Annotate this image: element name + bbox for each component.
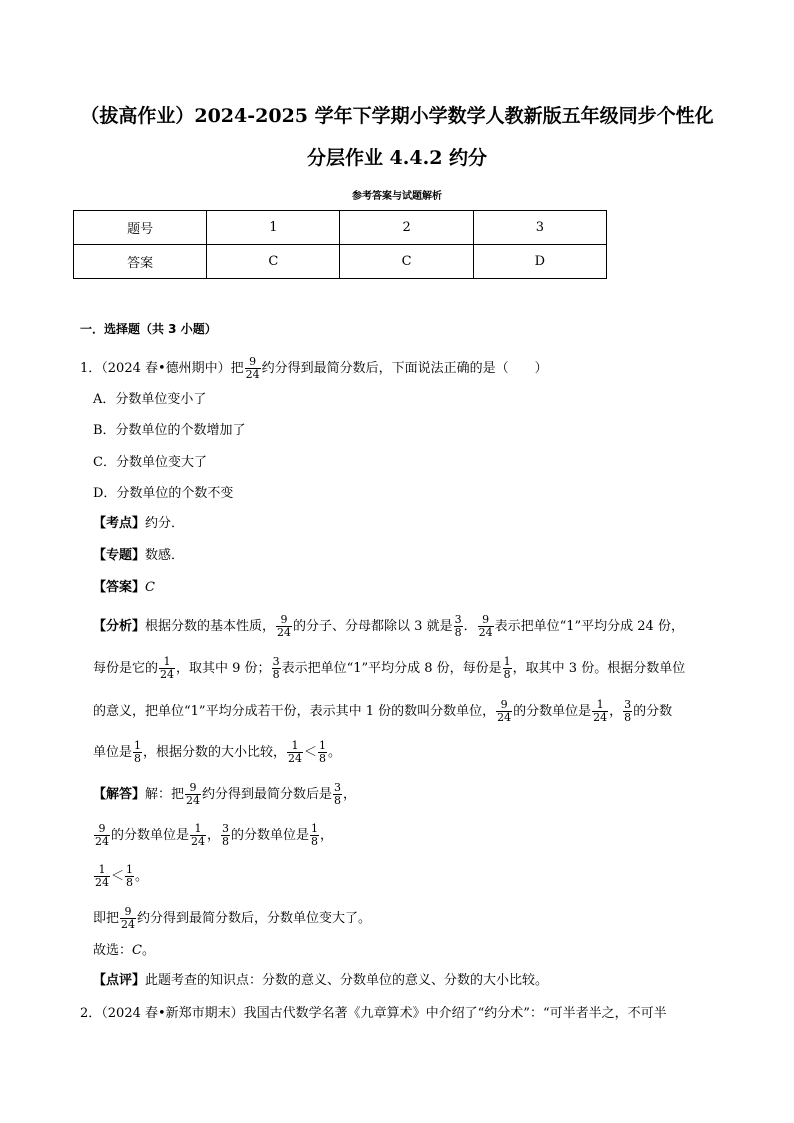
fraction-denominator: 24 xyxy=(478,626,493,639)
fraction-numerator: 3 xyxy=(222,822,230,835)
text-fragment: 的分数单位是 xyxy=(513,704,592,719)
fraction-3-8 xyxy=(221,823,230,848)
fraction-numerator: 1 xyxy=(311,822,319,835)
answer-table xyxy=(73,210,607,279)
fraction-1-24 xyxy=(287,740,303,765)
fraction-numerator: 9 xyxy=(496,699,512,712)
zhuanti-tag: 【专题】 xyxy=(93,548,146,563)
text-fragment: 约分得到最简分数后是 xyxy=(202,787,333,802)
section-title: 一．选择题（共 3 小题） xyxy=(80,322,217,336)
text-fragment: 解：把 xyxy=(145,787,185,802)
kaodian-text: 约分． xyxy=(145,516,185,531)
document-title-line2: 分层作业 4.4.2 约分 xyxy=(306,147,488,169)
fenxi-tag: 【分析】 xyxy=(93,619,146,634)
q1-kaodian xyxy=(93,516,184,532)
fraction-denominator: 24 xyxy=(160,668,175,681)
fraction-9-24 xyxy=(478,614,494,639)
answer-table-header-row xyxy=(74,211,607,245)
fraction-denominator: 24 xyxy=(497,711,512,724)
fraction-9-24 xyxy=(94,823,110,848)
q1-fenxi-line3 xyxy=(93,699,672,724)
q1-prefix: 1．（2024 春•德州期中）把 xyxy=(80,361,244,376)
fraction-1-24 xyxy=(190,823,206,848)
q1-fenxi-line1 xyxy=(93,614,684,639)
fraction-9-24 xyxy=(120,906,136,931)
text-fragment: 的分数 xyxy=(633,704,673,719)
text-fragment: 表示把单位“1”平均分成 8 份，每份是 xyxy=(281,661,502,676)
fraction-denominator: 8 xyxy=(319,752,327,765)
q1-jieda-line1 xyxy=(93,782,356,807)
text-fragment: 的分数单位是 xyxy=(111,828,190,843)
fraction-3-8 xyxy=(333,782,342,807)
fraction-denominator: 8 xyxy=(126,876,134,889)
question-number-cell: 3 xyxy=(473,211,606,245)
text-fragment: 。 xyxy=(135,869,149,884)
text-fragment: ，根据分数的大小比较， xyxy=(143,745,287,760)
fraction-numerator: 9 xyxy=(94,823,110,836)
fraction-3-8 xyxy=(272,656,281,681)
q1-jieda-line3 xyxy=(93,864,148,889)
q1-option-a: A．分数单位变小了 xyxy=(93,392,207,407)
fraction-3-8 xyxy=(454,614,463,639)
fraction-9-24 xyxy=(496,699,512,724)
fraction-denominator: 8 xyxy=(222,835,230,848)
fraction-9-24 xyxy=(276,614,292,639)
fraction-denominator: 24 xyxy=(245,368,260,381)
text-fragment: 每份是它的 xyxy=(93,661,159,676)
q1-fenxi-line4 xyxy=(93,740,341,765)
fraction-numerator: 1 xyxy=(287,740,303,753)
fraction-1-24 xyxy=(592,699,608,724)
fraction-numerator: 1 xyxy=(94,864,110,877)
daan-tag: 【答案】 xyxy=(93,580,146,595)
dianping-text: 此题考查的知识点：分数的意义、分数单位的意义、分数的大小比较。 xyxy=(145,973,549,988)
fraction-1-8 xyxy=(318,740,327,765)
fraction-denominator: 24 xyxy=(191,835,206,848)
fraction-3-8 xyxy=(623,699,632,724)
fraction-numerator: 1 xyxy=(126,863,134,876)
jieda-tag: 【解答】 xyxy=(93,787,146,802)
text-fragment: ＜ xyxy=(304,745,318,760)
q1-option-b: B．分数单位的个数增加了 xyxy=(93,423,246,438)
q1-guxuan xyxy=(93,943,155,959)
fraction-denominator: 8 xyxy=(272,668,280,681)
kaodian-tag: 【考点】 xyxy=(93,516,146,531)
fraction-denominator: 24 xyxy=(186,794,201,807)
header-label-cell: 题号 xyxy=(74,211,207,245)
dianping-tag: 【点评】 xyxy=(93,973,146,988)
text-fragment: ，取其中 3 份。根据分数单位 xyxy=(512,661,686,676)
zhuanti-text: 数感． xyxy=(145,548,185,563)
answer-table-answer-row xyxy=(74,245,607,279)
fraction-1-8 xyxy=(125,864,134,889)
text-fragment xyxy=(74,211,607,279)
text-fragment: 。 xyxy=(141,943,155,958)
q1-suffix: 约分得到最简分数后，下面说法正确的是（ ） xyxy=(261,361,548,376)
q1-fenxi-line2 xyxy=(93,656,685,681)
text-fragment: ， xyxy=(609,704,623,719)
answer-cell: C xyxy=(207,245,340,279)
fraction-numerator: 9 xyxy=(478,614,494,627)
fraction-numerator: 9 xyxy=(245,356,261,369)
q1-daan xyxy=(93,580,155,596)
fraction-denominator: 8 xyxy=(503,668,511,681)
q1-option-c: C．分数单位变大了 xyxy=(93,455,207,470)
question-number-cell: 2 xyxy=(340,211,473,245)
fraction-numerator: 3 xyxy=(624,698,632,711)
fraction-numerator: 1 xyxy=(159,656,175,669)
text-fragment: ． xyxy=(463,619,477,634)
fraction-numerator: 9 xyxy=(120,906,136,919)
fraction-1-24 xyxy=(94,864,110,889)
text-fragment: 约分得到最简分数后，分数单位变大了。 xyxy=(137,911,372,926)
document-subtitle: 参考答案与试题解析 xyxy=(352,191,442,202)
answer-label-cell: 答案 xyxy=(74,245,207,279)
fraction-numerator: 9 xyxy=(276,614,292,627)
fraction-1-8 xyxy=(133,740,142,765)
fraction-denominator: 24 xyxy=(277,626,292,639)
fraction-numerator: 9 xyxy=(185,782,201,795)
fraction-9-24 xyxy=(245,356,261,381)
text-fragment: ＜ xyxy=(111,869,125,884)
q1-zhuanti xyxy=(93,548,184,564)
daan-text: C xyxy=(145,580,155,595)
fraction-denominator: 24 xyxy=(95,835,109,848)
fraction-denominator: 24 xyxy=(95,876,109,889)
answer-cell: C xyxy=(340,245,473,279)
fraction-numerator: 1 xyxy=(592,699,608,712)
fraction-numerator: 3 xyxy=(334,781,342,794)
q1-jieda-line2 xyxy=(93,823,333,848)
text-fragment: 故选： xyxy=(93,943,133,958)
fraction-denominator: 8 xyxy=(334,794,342,807)
fraction-denominator: 8 xyxy=(454,626,462,639)
text-fragment: ， xyxy=(207,828,221,843)
text-fragment: 即把 xyxy=(93,911,120,926)
fraction-denominator: 8 xyxy=(624,711,632,724)
text-fragment: ， xyxy=(343,787,357,802)
text-fragment: ， xyxy=(320,828,334,843)
q2-stem: 2．（2024 春•新郑市期末）我国古代数学名著《九章算术》中介绍了“约分术”：“可半者半之，不可半 xyxy=(80,1006,667,1021)
q1-jieda-line4 xyxy=(93,906,371,931)
fraction-numerator: 1 xyxy=(319,739,327,752)
text-fragment: 单位是 xyxy=(93,745,133,760)
text-fragment: C xyxy=(132,943,142,958)
fraction-denominator: 8 xyxy=(134,752,142,765)
fraction-denominator: 24 xyxy=(593,711,608,724)
document-title-line1: （拔高作业）2024-2025 学年下学期小学数学人教新版五年级同步个性化 xyxy=(80,105,714,127)
fraction-1-8 xyxy=(310,823,319,848)
fraction-denominator: 24 xyxy=(288,752,303,765)
q1-stem xyxy=(80,356,548,381)
text-fragment: 的分数单位是 xyxy=(231,828,310,843)
fraction-1-24 xyxy=(159,656,175,681)
text-fragment: 。 xyxy=(328,745,342,760)
fraction-numerator: 1 xyxy=(134,739,142,752)
q1-dianping xyxy=(93,973,548,989)
fraction-denominator: 8 xyxy=(311,835,319,848)
q1-option-d: D．分数单位的个数不变 xyxy=(93,486,234,501)
fraction-9-24 xyxy=(185,782,201,807)
fraction-1-8 xyxy=(503,656,512,681)
fraction-numerator: 1 xyxy=(190,823,206,836)
fraction-numerator: 3 xyxy=(454,613,462,626)
text-fragment: 根据分数的基本性质， xyxy=(145,619,276,634)
text-fragment: ，取其中 9 份； xyxy=(176,661,271,676)
question-number-cell: 1 xyxy=(207,211,340,245)
text-fragment: 的分子、分母都除以 3 就是 xyxy=(293,619,453,634)
fraction-numerator: 1 xyxy=(503,655,511,668)
text-fragment: 的意义，把单位“1”平均分成若干份，表示其中 1 份的数叫分数单位， xyxy=(93,704,496,719)
fraction-numerator: 3 xyxy=(272,655,280,668)
answer-cell: D xyxy=(473,245,606,279)
text-fragment: 表示把单位“1”平均分成 24 份， xyxy=(494,619,684,634)
fraction-denominator: 24 xyxy=(121,918,136,931)
